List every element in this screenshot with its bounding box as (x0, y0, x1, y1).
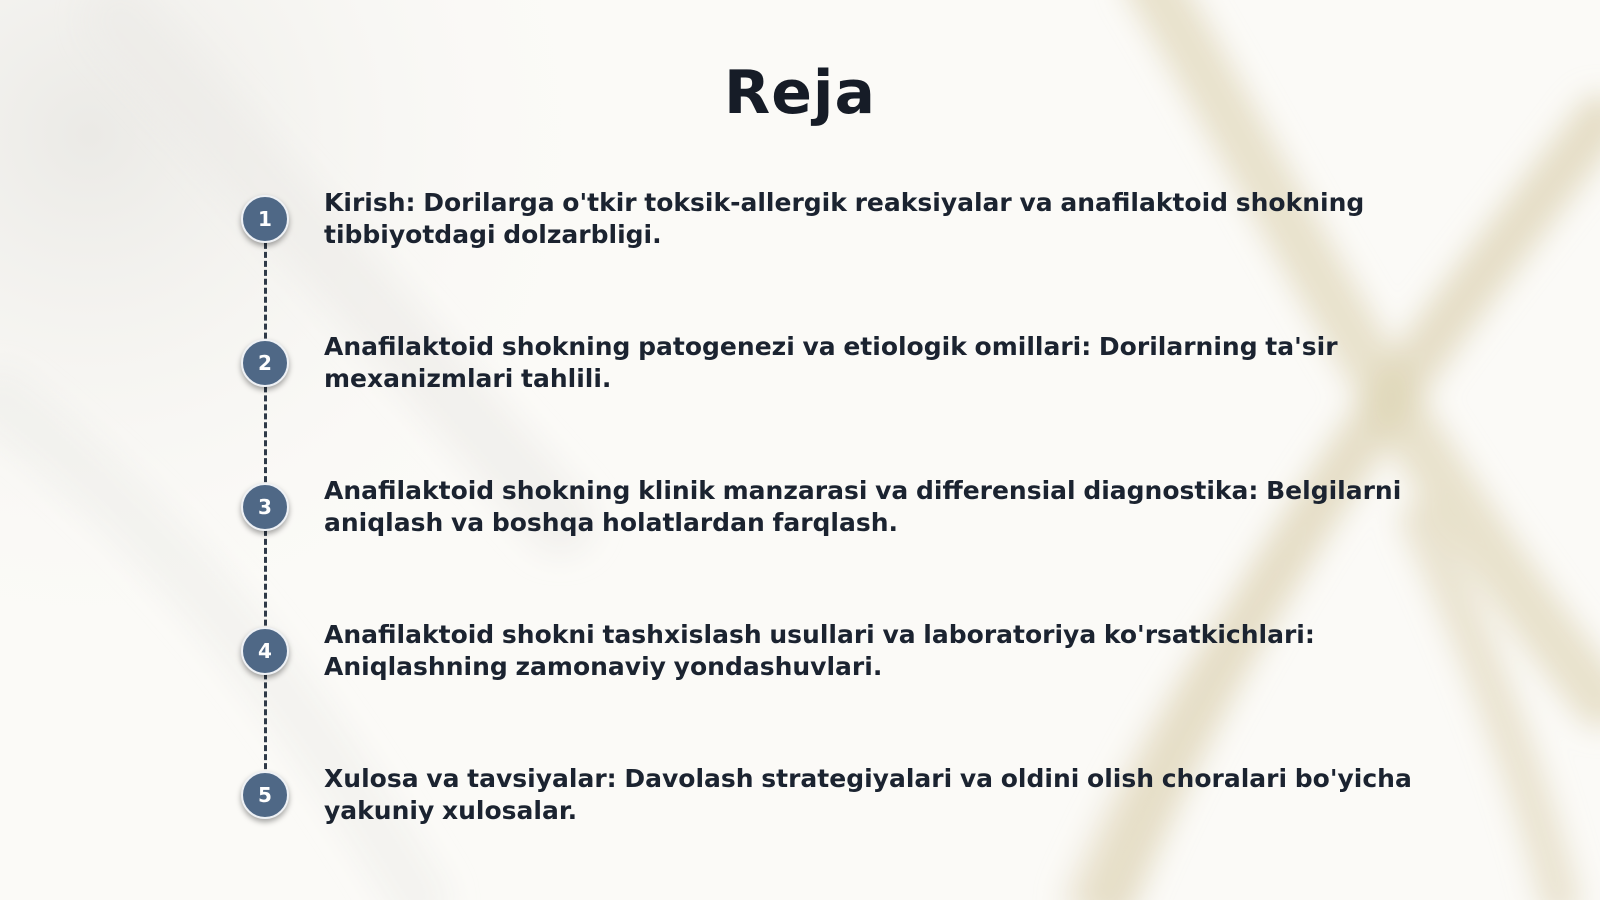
plan-item-3 (0, 476, 1600, 563)
plan-item-text: Anafilaktoid shokni tashxislash usullari va laboratoriya ko'rsatkichlari: Aniqlashning zamonaviy yondashuvlari. (324, 620, 1315, 681)
plan-item-1 (0, 188, 1600, 275)
plan-item-2 (0, 332, 1600, 419)
step-number-badge: 5 (241, 771, 289, 819)
plan-item-text: Anafilaktoid shokning klinik manzarasi va differensial diagnostika: Belgilarni aniqlash va boshqa holatlardan farqlash. (324, 476, 1402, 537)
plan-item-text: Xulosa va tavsiyalar: Davolash strategiyalari va oldini olish choralari bo'yicha yakuniy xulosalar. (324, 764, 1412, 825)
step-number-badge: 4 (241, 627, 289, 675)
step-number-badge: 1 (241, 195, 289, 243)
plan-item-text: Kirish: Dorilarga o'tkir toksik-allergik reaksiyalar va anafilaktoid shokning tibbiyotdagi dolzarbligi. (324, 188, 1365, 249)
plan-item-4 (0, 620, 1600, 707)
page-title: Reja (724, 58, 876, 128)
step-number-badge: 3 (241, 483, 289, 531)
plan-item-5 (0, 764, 1600, 851)
step-number-badge: 2 (241, 339, 289, 387)
plan-item-text: Anafilaktoid shokning patogenezi va etiologik omillari: Dorilarning ta'sir mexanizmlari tahlili. (324, 332, 1338, 393)
